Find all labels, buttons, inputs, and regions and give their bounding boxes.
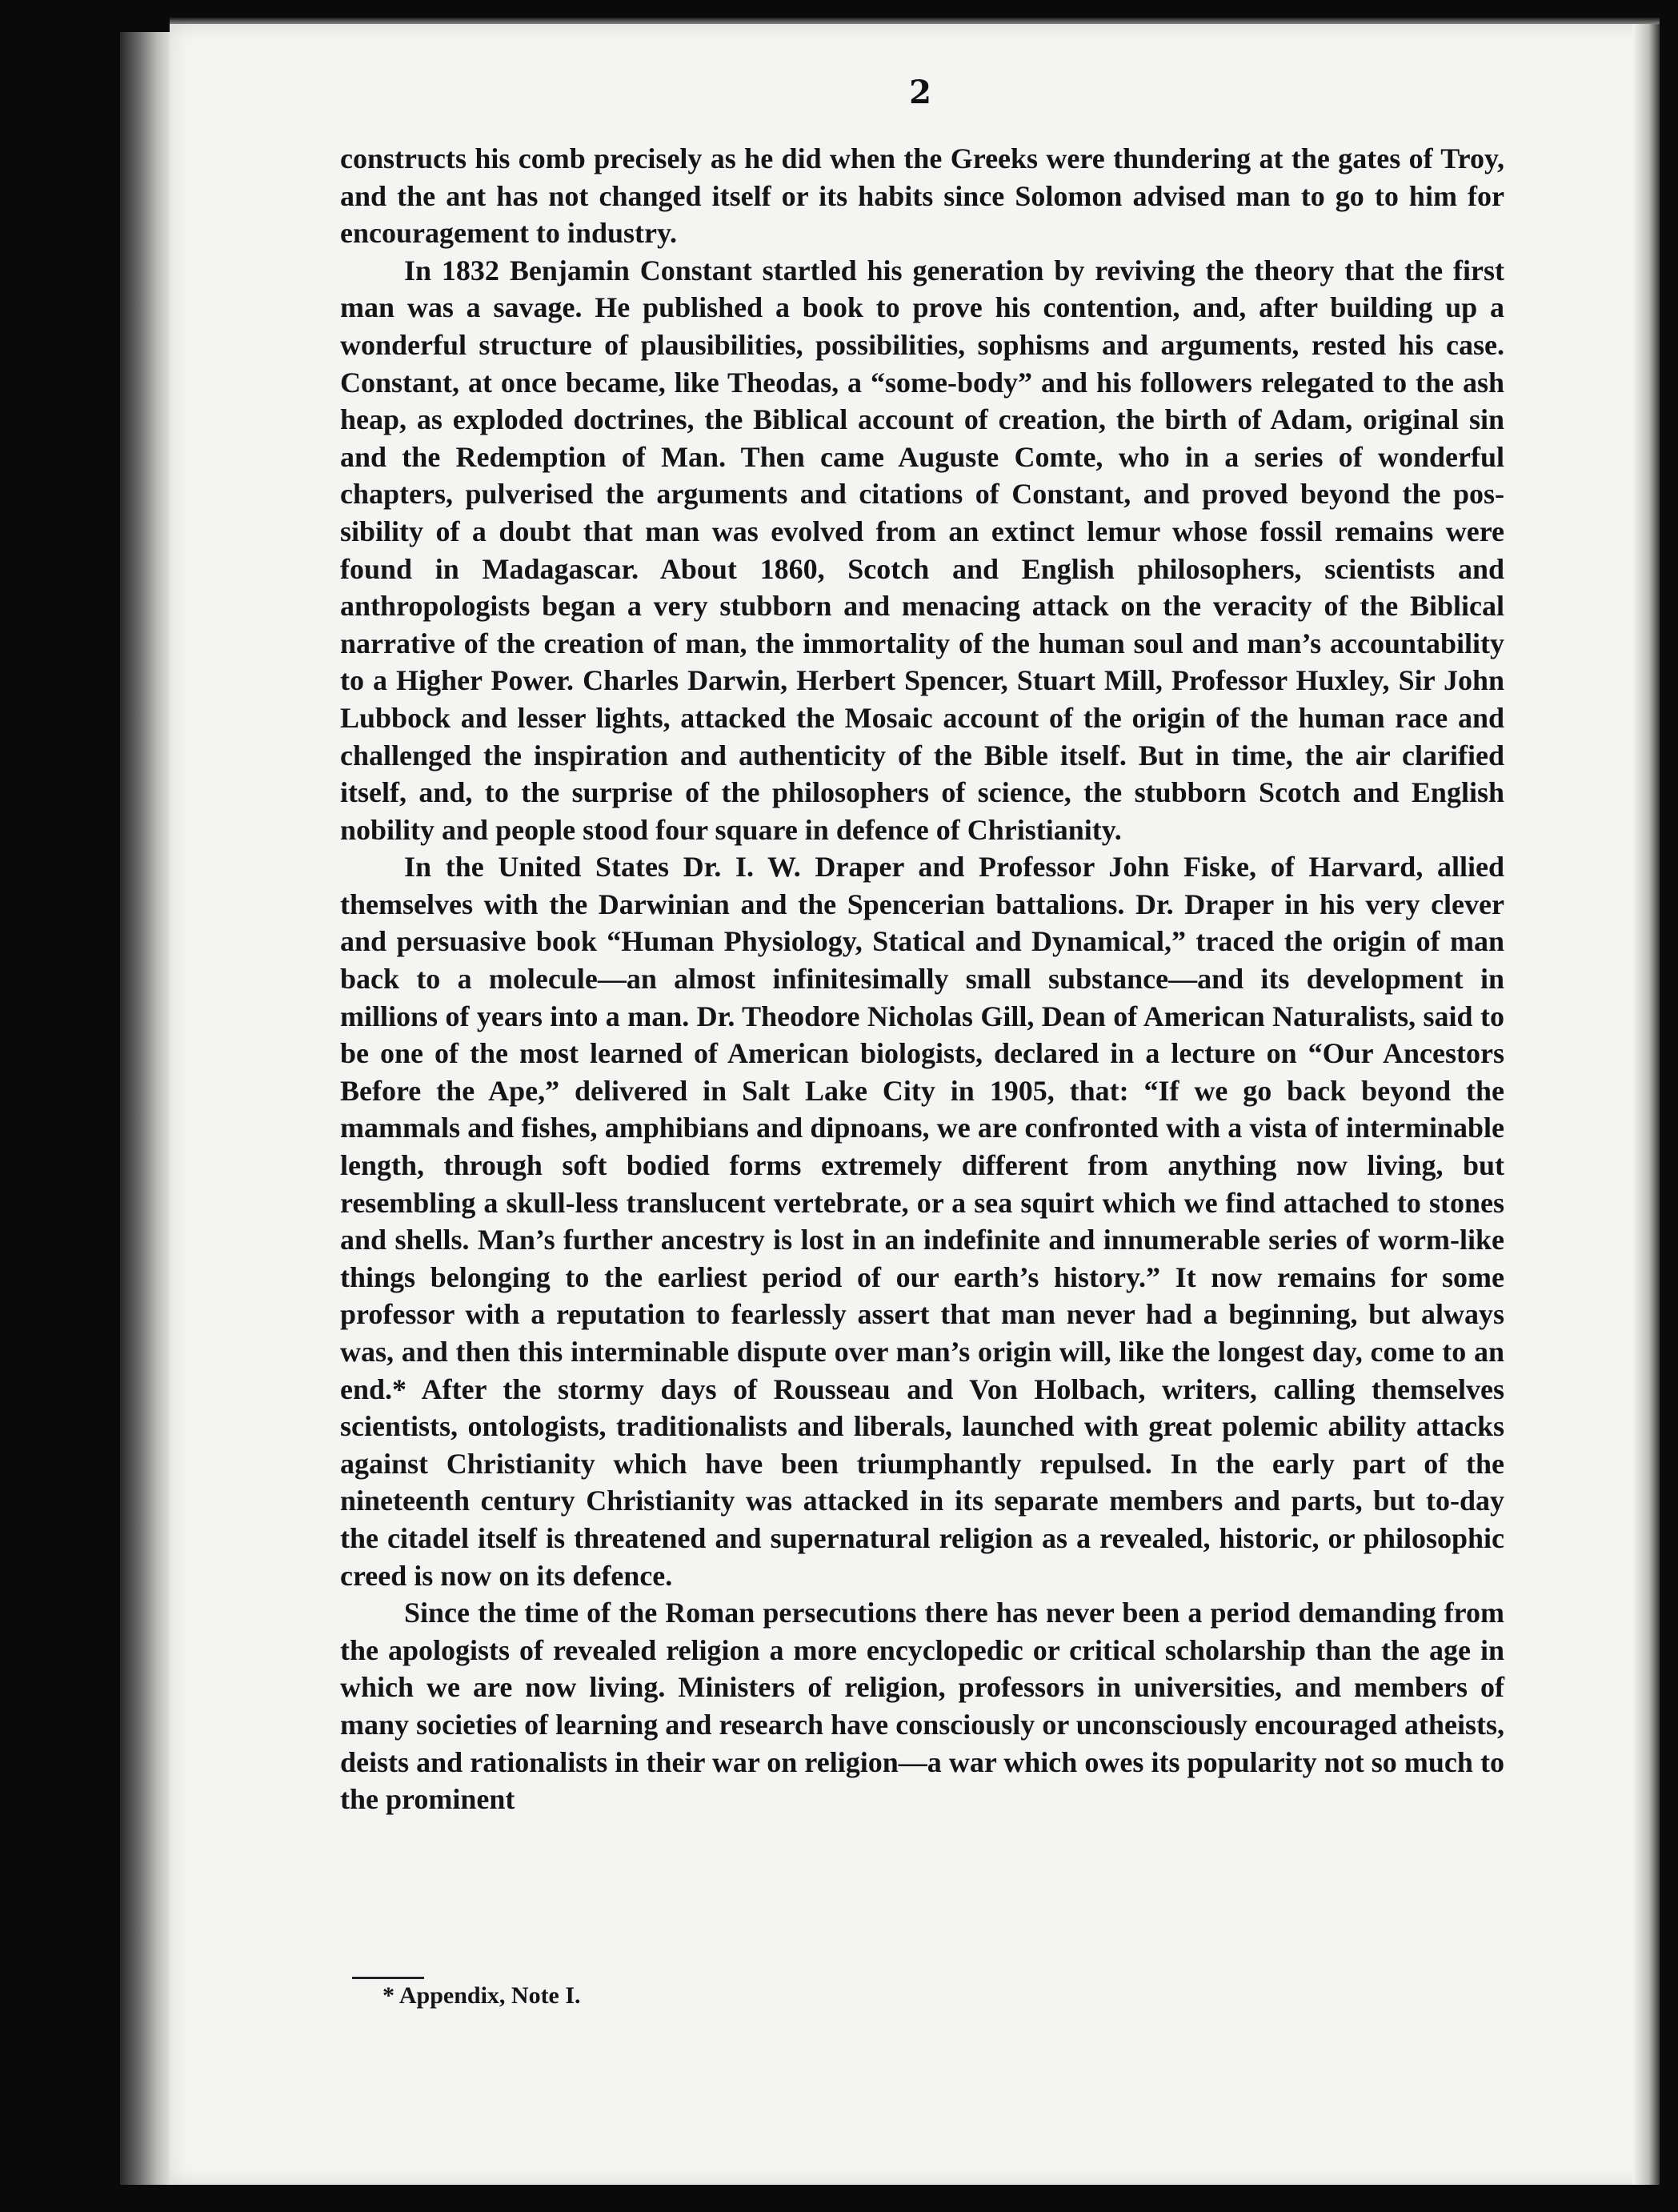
paragraph-united-states: In the United States Dr. I. W. Draper and Professor John Fiske, of Harvard, allied themselves with the Darwinian and the Spencerian battalions. Dr. Draper in his very clever and persuasive book “Human Physiology, Statical and Dynamical,” traced the origin of man back to a molecule—an almost infinitesimally small substance—and its development in millions of years into a man. Dr. Theodore Nicholas Gill, Dean of American Naturalists, said to be one of the most learned of American biologists, declared in a lecture on “Our Ancestors Before the Ape,” delivered in Salt Lake City in 1905, that: “If we go back beyond the mammals and fishes, amphibians and dipnoans, we are confronted with a vista of interminable length, through soft bodied forms extremely different from anything now living, but resembling a skull-less translucent vertebrate, or a sea squirt which we find attached to stones and shells. Man’s further ancestry is lost in an indefinite and innumerable series of worm-like things belonging to the earliest period of our earth’s history.” It now remains for some professor with a reputation to fearlessly assert that man never had a beginning, but always was, and then this interminable dispute over man’s origin will, like the longest day, come to an end.* After the stormy days of Rousseau and Von Holbach, writers, calling themselves scientists, ontologists, traditionalists and liberals, launched with great polemic ability attacks against Christianity which have been triumphantly repulsed. In the early part of the nineteenth century Christianity was attacked in its separate members and parts, but to-day the citadel itself is threatened and supernatural religion as a revealed, historic, or philosophic creed is now on its defence. bbox=[340, 851, 1504, 1592]
paragraph-roman-persecutions: Since the time of the Roman persecutions there has never been a period demanding from the apologists of revealed religion a more encyclopedic or critical scholarship than the age in which we are now living. Ministers of religion, professors in universities, and members of many societies of learning and research have consciously or unconsciously encouraged atheists, deists and rationalists in their war on religion—a war which owes its popularity not so much to the prominent bbox=[340, 1597, 1504, 1816]
page-binding-edge bbox=[120, 32, 173, 2185]
footnote: * Appendix, Note I. bbox=[382, 1982, 581, 2009]
paragraph-constant-comte: In 1832 Benjamin Constant startled his generation by reviving the theory that the first man was a savage. He published a book to prove his contention, and, after building up a wonderful structure of plausibilities, possibilities, sophisms and arguments, rested his case. Constant, at once became, like Theodas, a “some-body” and his followers relegated to the ash heap, as exploded doctrines, the Biblical account of creation, the birth of Adam, original sin and the Redemption of Man. Then came Auguste Comte, who in a series of wonderful chapters, pulverised the arguments and citations of Constant, and proved beyond the pos-sibility of a doubt that man was evolved from an extinct lemur whose fossil remains were found in Madagascar. About 1860, Scotch and English philosophers, scientists and anthropologists began a very stubborn and menacing attack on the veracity of the Biblical narrative of the creation of man, the immortality of the human soul and man’s accountability to a Higher Power. Charles Darwin, Herbert Spencer, Stuart Mill, Professor Huxley, Sir John Lubbock and lesser lights, attacked the Mosaic account of the origin of the human race and challenged the inspiration and authenticity of the Bible itself. But in time, the air clarified itself, and, to the surprise of the philosophers of science, the stubborn Scotch and English nobility and people stood four square in defence of Christianity. bbox=[340, 254, 1504, 846]
paragraph-continuation: constructs his comb precisely as he did when the Greeks were thundering at the gates of Troy, and the ant has not changed itself or its habits since Solomon advised man to go to him for encouragement to industry. bbox=[340, 142, 1504, 250]
page-number: 2 bbox=[909, 74, 931, 111]
body-text bbox=[340, 140, 1504, 1818]
page-right-edge bbox=[1632, 24, 1660, 2185]
